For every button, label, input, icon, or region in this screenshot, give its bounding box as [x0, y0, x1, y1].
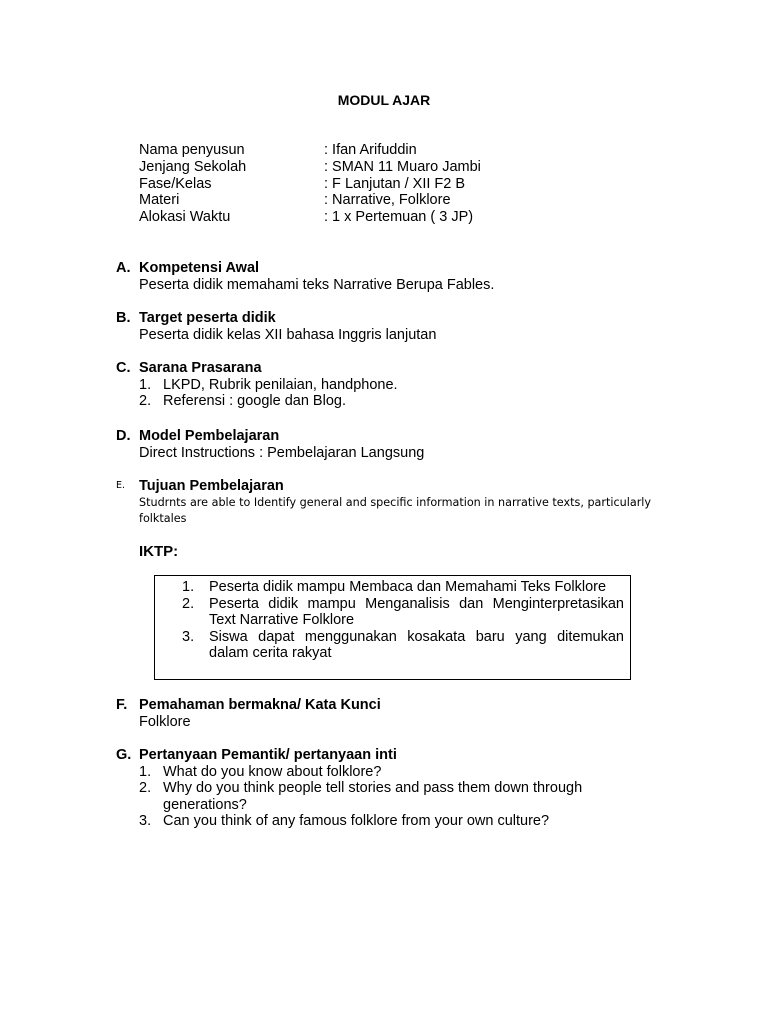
info-value: : Narrative, Folklore [324, 192, 451, 209]
section-heading [116, 478, 696, 495]
section-letter: E. [116, 480, 126, 491]
info-row [139, 142, 481, 159]
list-item [182, 579, 624, 596]
list-text: Why do you think people tell stories and pass them down through generations? [163, 780, 583, 813]
info-row [139, 159, 481, 176]
info-row [139, 209, 481, 226]
list-text: Referensi : google dan Blog. [163, 393, 346, 409]
section-title: Pertanyaan Pemantik/ pertanyaan inti [139, 747, 397, 763]
list-item [139, 780, 636, 813]
section-heading [116, 747, 636, 764]
section-letter: D. [116, 428, 131, 444]
section-tujuan-pembelajaran [116, 478, 696, 527]
iktp-box [154, 575, 631, 680]
list-number: 1. [139, 763, 152, 780]
section-letter: G. [116, 747, 132, 763]
info-row [139, 192, 481, 209]
list-item [139, 764, 636, 781]
list-number: 2. [139, 393, 152, 409]
section-letter: A. [116, 260, 131, 276]
info-label: Nama penyusun [139, 142, 245, 158]
list-number: 3. [182, 628, 195, 645]
list-number: 2. [139, 780, 152, 796]
section-title: Tujuan Pembelajaran [139, 478, 284, 494]
list-text: Peserta didik mampu Membaca dan Memahami Teks Folklore [209, 579, 607, 595]
info-label: Jenjang Sekolah [139, 158, 247, 175]
iktp-heading: IKTP: [139, 543, 179, 560]
section-body: Folklore [139, 713, 191, 730]
list-text: Siswa dapat menggunakan kosakata baru yang ditemukan dalam cerita rakyat [209, 628, 624, 661]
section-pertanyaan-pemantik [116, 747, 636, 830]
list-number: 3. [139, 813, 152, 829]
list-item [182, 596, 624, 629]
info-label: Alokasi Waktu [139, 209, 231, 226]
section-heading [116, 260, 646, 277]
iktp-list [155, 576, 630, 662]
list-number: 1. [182, 579, 195, 595]
info-value: : SMAN 11 Muaro Jambi [324, 158, 481, 175]
section-letter: C. [116, 360, 131, 376]
section-title: Sarana Prasarana [139, 360, 262, 376]
section-heading [116, 360, 646, 377]
section-model-pembelajaran [116, 428, 646, 461]
section-body: Direct Instructions : Pembelajaran Langsung [139, 444, 425, 461]
section-kompetensi-awal [116, 260, 646, 293]
list-text: Can you think of any famous folklore from your own culture? [163, 813, 550, 829]
info-label: Materi [139, 192, 180, 209]
section-title: Pemahaman bermakna/ Kata Kunci [139, 697, 381, 713]
section-body: Peserta didik memahami teks Narrative Berupa Fables. [139, 276, 495, 293]
section-letter: B. [116, 310, 131, 326]
section-heading [116, 310, 646, 327]
section-pemahaman-bermakna [116, 697, 646, 730]
section-body: Studrnts are able to Identify general and specific information in narrative texts, particularly folktales [139, 495, 652, 525]
list-item [139, 377, 646, 394]
section-sarana-prasarana [116, 360, 646, 410]
info-value: : Ifan Arifuddin [324, 142, 417, 158]
list-text: Peserta didik mampu Menganalisis dan Menginterpretasikan Text Narrative Folklore [209, 595, 624, 628]
document-title: MODUL AJAR [337, 92, 431, 108]
list-item [139, 393, 646, 410]
info-row [139, 176, 481, 193]
info-block [139, 142, 481, 226]
sarana-list [116, 377, 646, 410]
list-text: What do you know about folklore? [163, 763, 382, 780]
section-title: Target peserta didik [139, 310, 276, 326]
info-value: : 1 x Pertemuan ( 3 JP) [324, 209, 474, 226]
list-item [182, 629, 624, 662]
list-text: LKPD, Rubrik penilaian, handphone. [163, 376, 398, 393]
list-number: 2. [182, 595, 195, 612]
section-letter: F. [116, 697, 128, 713]
section-title: Model Pembelajaran [139, 428, 280, 444]
list-number: 1. [139, 376, 152, 393]
section-heading [116, 428, 646, 445]
section-heading [116, 697, 646, 714]
section-target-peserta [116, 310, 646, 343]
section-body: Peserta didik kelas XII bahasa Inggris lanjutan [139, 326, 437, 343]
pertanyaan-list [116, 764, 636, 830]
section-title: Kompetensi Awal [139, 260, 260, 276]
list-item [139, 813, 636, 830]
info-value: : F Lanjutan / XII F2 B [324, 175, 466, 192]
info-label: Fase/Kelas [139, 175, 212, 192]
